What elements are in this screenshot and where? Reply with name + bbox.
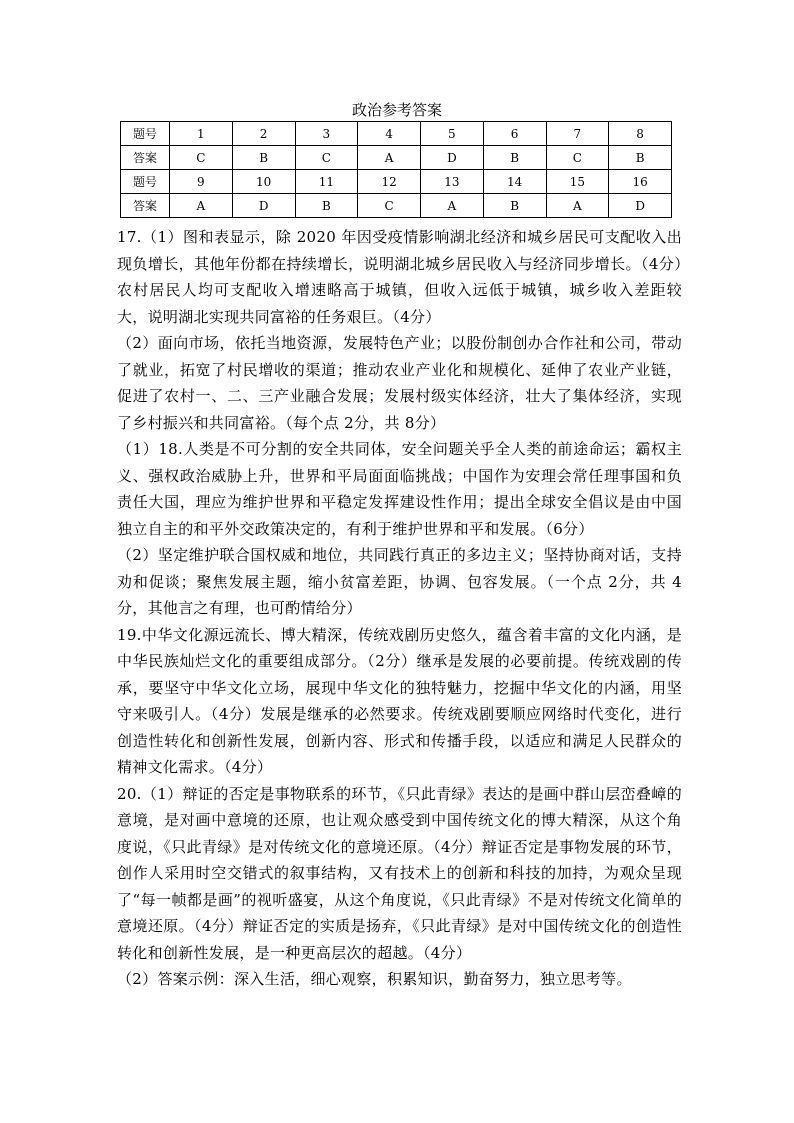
answer-paragraph-18-1: （1）18.人类是不可分割的安全共同体，安全问题关乎全人类的前途命运；霸权主义、强权政治威胁上升，世界和平局面面临挑战；中国作为安理会常任理事国和负责任大国，理应为维护世界和平稳定发挥建设性作用；提出全球安全倡议是由中国独立自主的和平外交政策决定的，有利于维护世界和平和发展。（6分） <box>117 440 682 538</box>
table-cell: 6 <box>483 122 546 146</box>
table-cell: 14 <box>483 170 546 194</box>
table-cell: 5 <box>421 122 484 146</box>
table-cell: A <box>358 146 421 170</box>
row-label: 答案 <box>121 194 170 218</box>
table-cell: 3 <box>295 122 358 146</box>
table-cell: A <box>421 194 484 218</box>
table-row <box>121 194 672 218</box>
table-cell: 1 <box>170 122 233 146</box>
table-cell: 13 <box>421 170 484 194</box>
row-label: 题号 <box>121 122 170 146</box>
table-cell: D <box>421 146 484 170</box>
table-cell: 7 <box>546 122 609 146</box>
table-cell: B <box>609 146 672 170</box>
answer-body <box>117 224 682 993</box>
table-cell: C <box>170 146 233 170</box>
table-cell: 11 <box>295 170 358 194</box>
table-cell: 15 <box>546 170 609 194</box>
answer-paragraph-18-2: （2）坚定维护联合国权威和地位，共同践行真正的多边主义；坚持协商对话，支持劝和促谈；聚焦发展主题，缩小贫富差距，协调、包容发展。（一个点 2分，共 4分，其他言之有理，也可酌情给分） <box>117 546 682 617</box>
table-cell: 9 <box>170 170 233 194</box>
answer-table <box>120 121 672 218</box>
table-row <box>121 170 672 194</box>
answer-paragraph-17-2: （2）面向市场，依托当地资源，发展特色产业；以股份制创办合作社和公司，带动了就业，拓宽了村民增收的渠道；推动农业产业化和规模化、延伸了农业产业链，促进了农村一、二、三产业融合发展；发展村级实体经济，壮大了集体经济，实现了乡村振兴和共同富裕。（每个点 2分，共 8分） <box>117 334 682 432</box>
table-cell: B <box>232 146 295 170</box>
table-cell: B <box>483 194 546 218</box>
table-cell: 2 <box>232 122 295 146</box>
table-row <box>121 146 672 170</box>
table-cell: C <box>546 146 609 170</box>
table-cell: D <box>232 194 295 218</box>
answer-paragraph-20-1: 20.（1）辩证的否定是事物联系的环节，《只此青绿》表达的是画中群山层峦叠嶂的意境，是对画中意境的还原，也让观众感受到中国传统文化的博大精深，从这个角度说，《只此青绿》是对传统文化的意境还原。（4分）辩证否定是事物发展的环节，创作人采用时空交错式的叙事结构，又有技术上的创新和科技的加持，为观众呈现了“每一帧都是画”的视听盛宴，从这个角度说，《只此青绿》不是对传统文化简单的意境还原。（4分）辩证否定的实质是扬弃，《只此青绿》是对中国传统文化的创造性转化和创新性发展，是一种更高层次的超越。（4分） <box>117 784 682 962</box>
table-cell: C <box>358 194 421 218</box>
answer-paragraph-17-1: 17.（1）图和表显示，除 2020 年因受疫情影响湖北经济和城乡居民可支配收入出现负增长，其他年份都在持续增长，说明湖北城乡居民收入与经济同步增长。（4分）农村居民人均可支配收入增速略高于城镇，但收入远低于城镇，城乡收入差距较大，说明湖北实现共同富裕的任务艰巨。（4分） <box>117 228 682 326</box>
table-cell: D <box>609 194 672 218</box>
answer-paragraph-20-2: （2）答案示例：深入生活，细心观察，积累知识，勤奋努力，独立思考等。 <box>117 970 632 988</box>
table-cell: 8 <box>609 122 672 146</box>
answer-paragraph-19: 19.中华文化源远流长、博大精深，传统戏剧历史悠久，蕴含着丰富的文化内涵，是中华民族灿烂文化的重要组成部分。（2分）继承是发展的必要前提。传统戏剧的传承，要坚守中华文化立场，展现中华文化的独特魅力，挖掘中华文化的内涵，用坚守来吸引人。（4分）发展是继承的必然要求。传统戏剧要顺应网络时代变化，进行创造性转化和创新性发展，创新内容、形式和传播手段，以适应和满足人民群众的精神文化需求。（4分） <box>117 625 682 776</box>
table-cell: B <box>295 194 358 218</box>
table-row <box>121 122 672 146</box>
table-cell: 4 <box>358 122 421 146</box>
table-cell: A <box>546 194 609 218</box>
table-cell: C <box>295 146 358 170</box>
row-label: 题号 <box>121 170 170 194</box>
row-label: 答案 <box>121 146 170 170</box>
table-cell: B <box>483 146 546 170</box>
table-cell: A <box>170 194 233 218</box>
table-cell: 10 <box>232 170 295 194</box>
page-title: 政治参考答案 <box>351 101 442 119</box>
table-cell: 16 <box>609 170 672 194</box>
table-cell: 12 <box>358 170 421 194</box>
